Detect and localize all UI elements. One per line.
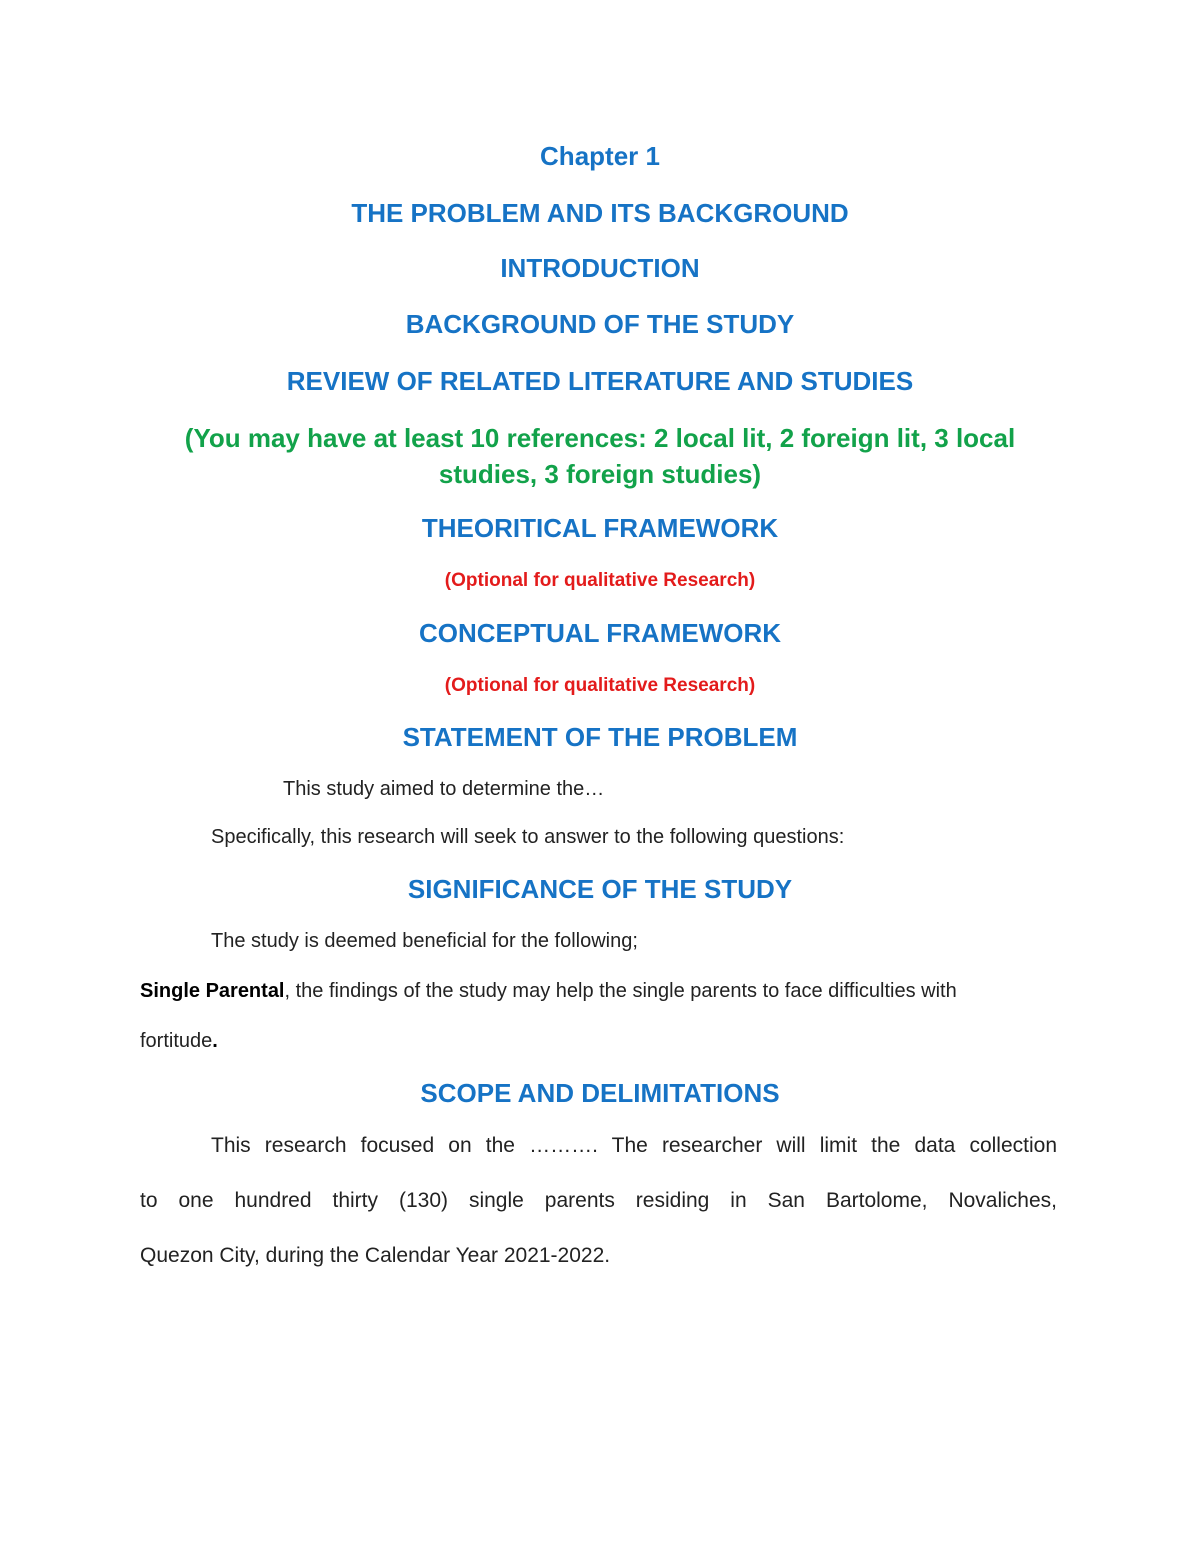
heading-scope: SCOPE AND DELIMITATIONS <box>420 1078 780 1108</box>
heading-introduction: INTRODUCTION <box>500 253 700 283</box>
heading-statement: STATEMENT OF THE PROBLEM <box>402 722 798 752</box>
beneficiary-desc-line2: fortitude <box>140 1030 213 1052</box>
references-note-line2: studies, 3 foreign studies) <box>438 459 762 489</box>
scope-line1: This research focused on the ………. The researcher will limit the data collection <box>211 1134 1057 1157</box>
significance-beneficiary <box>140 980 957 1003</box>
heading-background-study: BACKGROUND OF THE STUDY <box>405 309 795 339</box>
heading-review: REVIEW OF RELATED LITERATURE AND STUDIES <box>286 366 914 396</box>
heading-theoretical: THEORITICAL FRAMEWORK <box>421 513 779 543</box>
optional-note-conceptual: (Optional for qualitative Research) <box>444 675 756 696</box>
scope-line3: Quezon City, during the Calendar Year 2021-2022. <box>140 1244 611 1267</box>
heading-significance: SIGNIFICANCE OF THE STUDY <box>407 874 793 904</box>
chapter-title: Chapter 1 <box>540 141 660 171</box>
significance-beneficiary-cont <box>140 1030 218 1053</box>
references-note-line1: (You may have at least 10 references: 2 local lit, 2 foreign lit, 3 local <box>184 423 1016 453</box>
beneficiary-desc-period: . <box>212 1030 218 1052</box>
statement-line1: This study aimed to determine the… <box>283 778 605 800</box>
significance-intro: The study is deemed beneficial for the following; <box>211 930 638 952</box>
beneficiary-term: Single Parental <box>140 980 285 1002</box>
scope-line2: to one hundred thirty (130) single parents residing in San Bartolome, Novaliches, <box>140 1189 1057 1212</box>
heading-problem-background: THE PROBLEM AND ITS BACKGROUND <box>351 198 849 228</box>
beneficiary-desc-line1: , the findings of the study may help the single parents to face difficulties with <box>284 980 957 1002</box>
optional-note-theoretical: (Optional for qualitative Research) <box>444 570 756 591</box>
statement-line2: Specifically, this research will seek to answer to the following questions: <box>211 826 845 848</box>
heading-conceptual: CONCEPTUAL FRAMEWORK <box>418 618 782 648</box>
